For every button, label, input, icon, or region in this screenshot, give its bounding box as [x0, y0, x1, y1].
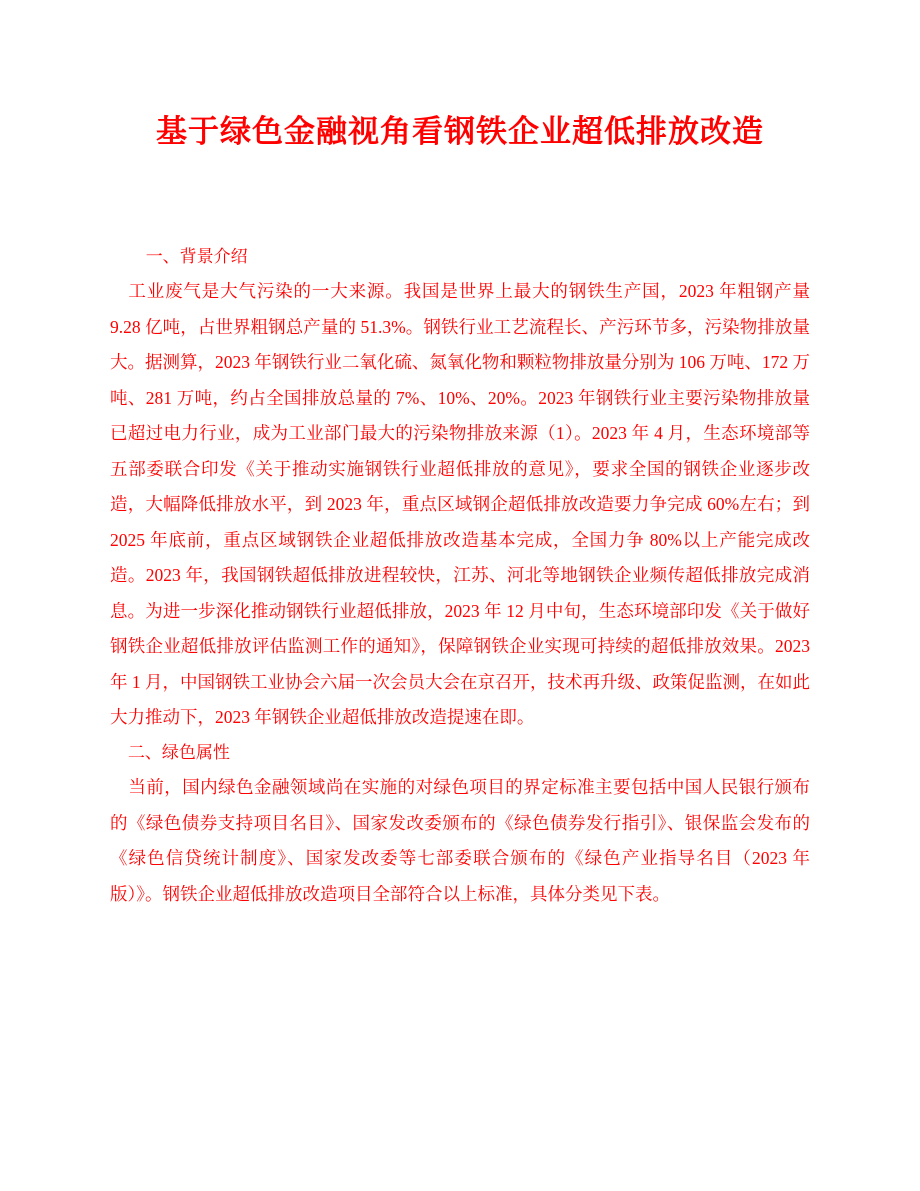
- section-heading-background: 一、背景介绍: [145, 247, 248, 267]
- paragraph-background: 工业废气是大气污染的一大来源。我国是世界上最大的钢铁生产国，2023 年粗钢产量 9.28 亿吨，占世界粗钢总产量的 51.3%。钢铁行业工艺流程长、产污环节多，污染物排放量大。据测算，2023 年钢铁行业二氧化硫、氮氧化物和颗粒物排放量分别为 106 万吨、172 万吨、281 万吨，约占全国排放总量的 7%、10%、20%。2023 年钢铁行业主要污染物排放量已超过电力行业，成为工业部门最大的污染物排放来源（1）。2023 年 4 月，生态环境部等五部委联合印发《关于推动实施钢铁行业超低排放的意见》，要求全国的钢铁企业逐步改造，大幅降低排放水平，到 2023 年，重点区域钢企超低排放改造要力争完成 60%左右；到 2025 年底前，重点区域钢铁企业超低排放改造基本完成，全国力争 80%以上产能完成改造。2023 年，我国钢铁超低排放进程较快，江苏、河北等地钢铁企业频传超低排放完成消息。为进一步深化推动钢铁行业超低排放，2023 年 12 月中旬，生态环境部印发《关于做好钢铁企业超低排放评估监测工作的通知》，保障钢铁企业实现可持续的超低排放效果。2023 年 1 月，中国钢铁工业协会六届一次会员大会在京召开，技术再升级、政策促监测，在如此大力推动下，2023 年钢铁企业超低排放改造提速在即。: [110, 281, 810, 728]
- section-heading-green-attributes: 二、绿色属性: [127, 743, 230, 762]
- page-title: 基于绿色金融视角看钢铁企业超低排放改造: [156, 114, 764, 149]
- paragraph-green-attributes: 当前，国内绿色金融领域尚在实施的对绿色项目的界定标准主要包括中国人民银行颁布的《绿色债券支持项目名目》、国家发改委颁布的《绿色债券发行指引》、银保监会发布的《绿色信贷统计制度》、国家发改委等七部委联合颁布的《绿色产业指导名目（2023 年版）》。钢铁企业超低排放改造项目全部符合以上标准，具体分类见下表。: [110, 777, 810, 904]
- document-body: [110, 152, 810, 912]
